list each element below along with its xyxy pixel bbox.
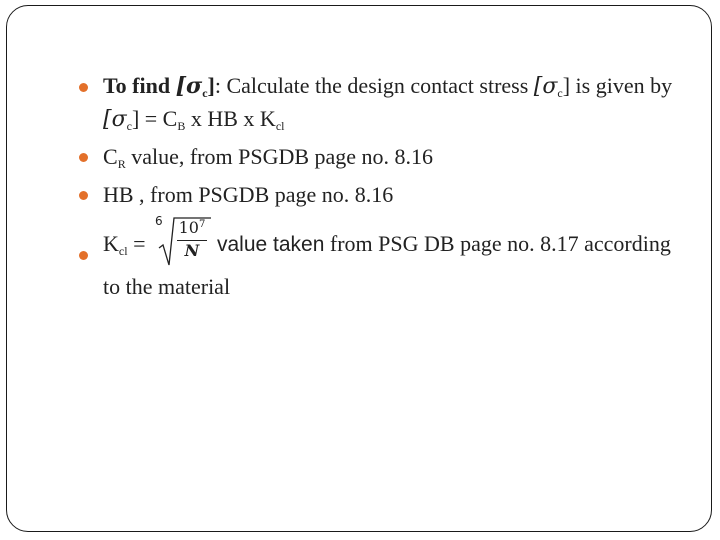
cr-subscript: R <box>117 157 126 171</box>
kcl-text: from PSG DB page no. 8.17 according to the material <box>103 231 671 299</box>
numerator-base: 10 <box>178 218 199 237</box>
value-taken-text: value taken <box>216 233 325 257</box>
root-index: 6 <box>154 214 163 228</box>
equation-text: = <box>127 231 151 257</box>
equation-text: = C <box>139 106 178 131</box>
bullet-item-cr-value <box>79 141 689 173</box>
bullet-icon <box>79 191 88 200</box>
description-text: : Calculate the design contact stress <box>214 73 534 98</box>
cb-subscript: B <box>177 119 186 133</box>
sigma-symbol: [σ <box>533 74 558 99</box>
slide-content <box>79 70 689 303</box>
sigma-symbol: [σ <box>103 107 127 132</box>
sigma-subscript: c <box>126 119 132 133</box>
cr-symbol: C <box>103 144 118 169</box>
sigma-subscript: c <box>557 86 563 100</box>
cr-text: value, from PSGDB page no. 8.16 <box>125 144 434 169</box>
description-text: is given by <box>570 73 673 98</box>
kcl-symbol: K <box>103 231 119 257</box>
sigma-subscript: c <box>202 86 208 100</box>
sigma-symbol: [σ <box>175 73 203 99</box>
bracket-close: ] <box>207 73 215 98</box>
fraction <box>175 219 209 260</box>
fraction-numerator <box>175 219 209 239</box>
kcl-subscript: cl <box>275 119 285 133</box>
numerator-exponent: 7 <box>198 219 206 230</box>
bullet-item-design-stress <box>79 70 689 139</box>
bullet-icon <box>79 251 88 260</box>
bracket-close: ] <box>131 106 140 131</box>
fraction-denominator: N <box>184 241 200 260</box>
kcl-subscript: cl <box>118 244 128 259</box>
root-formula <box>153 214 213 267</box>
bullet-icon <box>79 153 88 162</box>
bracket-close: ] <box>562 73 571 98</box>
bullet-item-hb <box>79 179 689 211</box>
bullet-item-kcl <box>79 214 689 303</box>
equation-text: x HB x K <box>185 106 276 131</box>
hb-text: HB , from PSGDB page no. 8.16 <box>103 182 394 207</box>
bullet-icon <box>79 83 88 92</box>
lead-text: To find <box>103 73 176 98</box>
